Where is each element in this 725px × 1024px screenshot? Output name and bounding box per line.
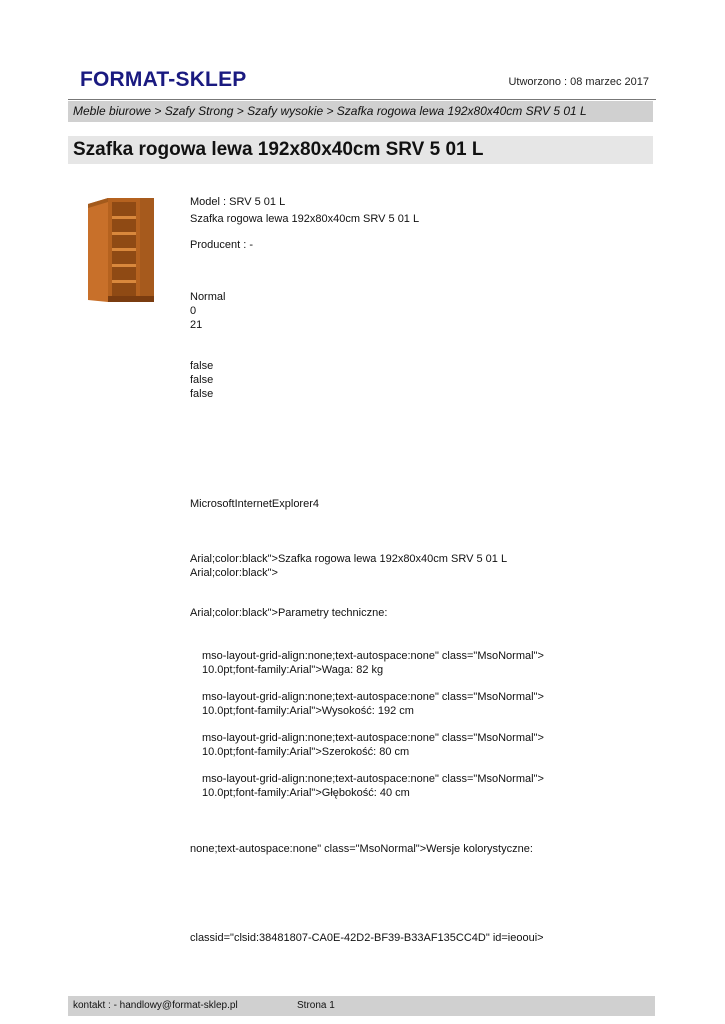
product-image	[86, 196, 156, 304]
text-line: false	[190, 388, 214, 400]
product-producer: Producent : -	[190, 239, 253, 251]
created-value: 08 marzec 2017	[570, 76, 649, 88]
spec-width: 10.0pt;font-family:Arial">Szerokość: 80 cm	[202, 746, 410, 758]
text-line: Normal	[190, 291, 226, 303]
created-date	[508, 76, 649, 88]
color-versions: none;text-autospace:none" class="MsoNormal">Wersje kolorystyczne:	[190, 843, 533, 855]
created-label: Utworzono	[508, 76, 562, 88]
spec-line: mso-layout-grid-align:none;text-autospace:none" class="MsoNormal">	[202, 732, 544, 744]
brand-logo: FORMAT-SKLEP	[80, 68, 247, 91]
page-number: Strona 1	[297, 1000, 335, 1011]
product-name: Szafka rogowa lewa 192x80x40cm SRV 5 01 L	[190, 213, 420, 225]
product-model: Model : SRV 5 01 L	[190, 196, 286, 208]
created-separator: :	[564, 76, 568, 88]
text-line: classid="clsid:38481807-CA0E-42D2-BF39-B33AF135CC4D" id=ieooui>	[190, 932, 544, 944]
text-line: false	[190, 360, 214, 372]
spec-heading: Arial;color:black">Parametry techniczne:	[190, 607, 388, 619]
spec-height: 10.0pt;font-family:Arial">Wysokość: 192 cm	[202, 705, 414, 717]
spec-depth: 10.0pt;font-family:Arial">Głębokość: 40 cm	[202, 787, 410, 799]
page-title: Szafka rogowa lewa 192x80x40cm SRV 5 01 L	[68, 136, 653, 164]
text-line: Arial;color:black">	[190, 567, 278, 579]
spec-line: mso-layout-grid-align:none;text-autospace:none" class="MsoNormal">	[202, 650, 544, 662]
page-footer	[68, 996, 655, 1016]
breadcrumb: Meble biurowe > Szafy Strong > Szafy wysokie > Szafka rogowa lewa 192x80x40cm SRV 5 01 L	[68, 101, 653, 122]
text-line: false	[190, 374, 214, 386]
text-line: MicrosoftInternetExplorer4	[190, 498, 319, 510]
text-line: 0	[190, 305, 197, 317]
text-line: 21	[190, 319, 203, 331]
header-divider	[68, 99, 656, 100]
text-line: Arial;color:black">Szafka rogowa lewa 192x80x40cm SRV 5 01 L	[190, 553, 508, 565]
spec-weight: 10.0pt;font-family:Arial">Waga: 82 kg	[202, 664, 384, 676]
spec-line: mso-layout-grid-align:none;text-autospace:none" class="MsoNormal">	[202, 773, 544, 785]
spec-line: mso-layout-grid-align:none;text-autospace:none" class="MsoNormal">	[202, 691, 544, 703]
footer-contact: kontakt : - handlowy@format-sklep.pl	[73, 1000, 238, 1011]
